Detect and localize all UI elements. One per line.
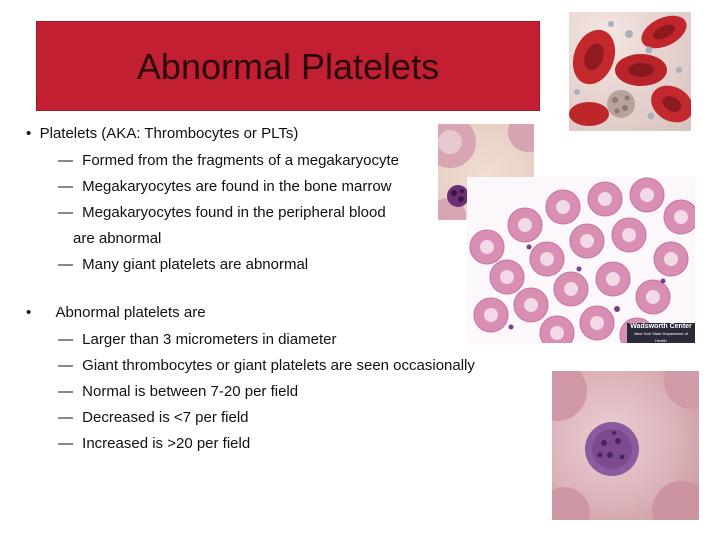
sub-bullet-text: Normal is between 7-20 per field [82, 383, 299, 400]
blood-smear-image [467, 177, 695, 343]
dash-glyph: — [58, 435, 73, 452]
sub-bullet-text: Increased is >20 per field [82, 435, 251, 452]
sub-bullet [58, 434, 250, 454]
sub-bullet [58, 255, 308, 275]
blood-smear-art [467, 177, 695, 343]
title-banner [36, 21, 540, 111]
dash-glyph: — [58, 409, 73, 426]
sub-bullet-text: Decreased is <7 per field [82, 409, 249, 426]
sub-bullet [58, 330, 336, 350]
bullet-glyph: • [26, 125, 32, 142]
bullet-2-text: Abnormal platelets are [55, 304, 206, 321]
dash-glyph: — [58, 383, 73, 400]
dash-glyph: — [58, 178, 73, 195]
sub-bullet-text: Many giant platelets are abnormal [82, 256, 309, 273]
blood-cells-illustration [569, 12, 691, 131]
sub-bullet [58, 382, 298, 402]
dash-glyph: — [58, 152, 73, 169]
giant-platelet-art [552, 371, 699, 520]
dash-glyph: — [58, 256, 73, 273]
sub-bullet-text: Larger than 3 micrometers in diameter [82, 331, 337, 348]
sub-bullet-continuation [73, 229, 161, 249]
smear-watermark-subtitle: New York State Department of Health [634, 331, 688, 343]
sub-bullet [58, 151, 399, 171]
sub-bullet-text: Giant thrombocytes or giant platelets are seen occasionally [82, 357, 475, 374]
sub-bullet-text: Formed from the fragments of a megakaryocyte [82, 152, 399, 169]
slide-title: Abnormal Platelets [136, 46, 440, 87]
dash-glyph: — [58, 357, 73, 374]
smear-watermark-title: Wadsworth Center [630, 323, 692, 330]
dash-glyph: — [58, 204, 73, 221]
bullet-2 [26, 303, 206, 323]
sub-bullet [58, 177, 392, 197]
smear-watermark [628, 323, 694, 343]
sub-bullet-text: Megakaryocytes found in the peripheral blood [82, 204, 386, 221]
blood-cells-illustration-art [569, 12, 691, 131]
sub-bullet [58, 203, 386, 223]
sub-bullet-text: Megakaryocytes are found in the bone marrow [82, 178, 392, 195]
bullet-1-text: Platelets (AKA: Thrombocytes or PLTs) [39, 125, 299, 142]
sub-bullet-continuation-text: are abnormal [73, 230, 162, 247]
bullet-1 [26, 124, 298, 144]
sub-bullet [58, 356, 475, 376]
sub-bullet [58, 408, 249, 428]
bullet-glyph: • [26, 304, 32, 321]
giant-platelet-image [552, 371, 699, 520]
dash-glyph: — [58, 331, 73, 348]
